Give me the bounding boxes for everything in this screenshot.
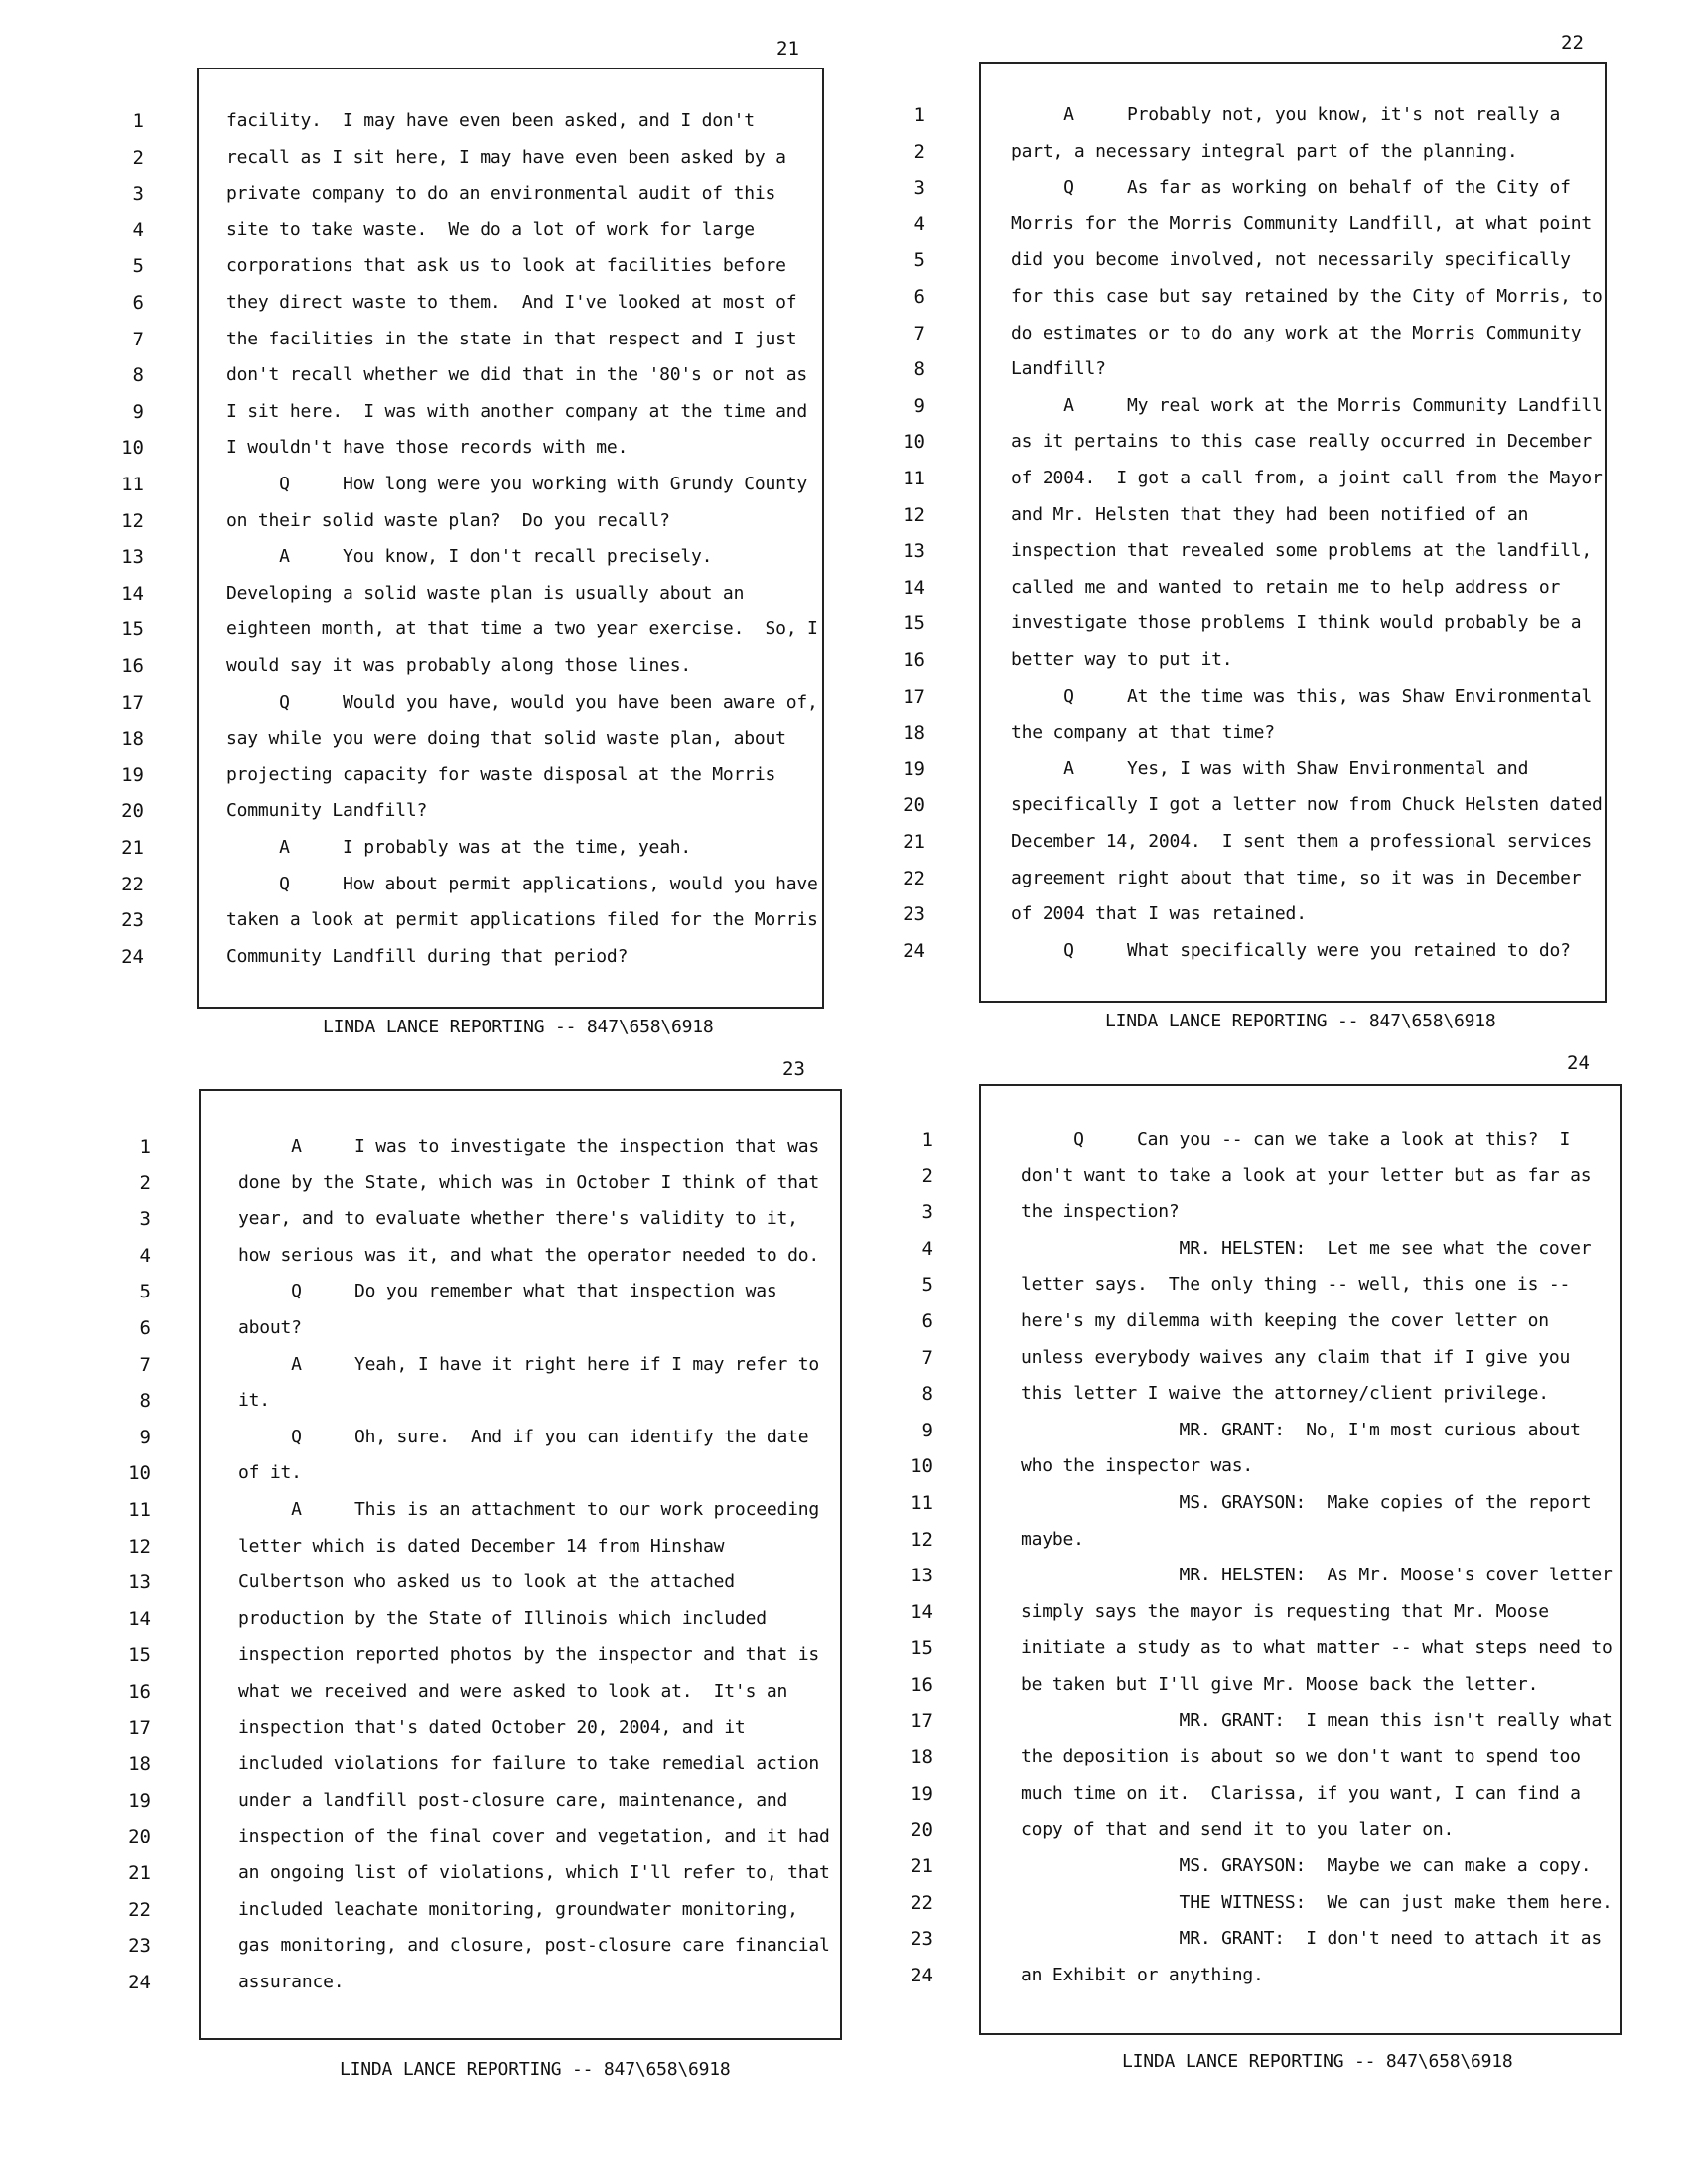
line-number: 18 xyxy=(121,728,144,750)
line-number: 11 xyxy=(121,474,144,495)
transcript-line: letter which is dated December 14 from Hinshaw xyxy=(238,1536,725,1557)
transcript-line: MR. HELSTEN: Let me see what the cover xyxy=(1021,1238,1592,1259)
line-number: 10 xyxy=(121,437,144,459)
transcript-line: be taken but I'll give Mr. Moose back the letter. xyxy=(1021,1674,1539,1695)
transcript-line: of 2004 that I was retained. xyxy=(1011,903,1307,924)
line-number: 24 xyxy=(903,940,925,962)
transcript-line: facility. I may have even been asked, and I don't xyxy=(226,110,755,131)
line-number: 11 xyxy=(911,1492,933,1514)
line-number: 22 xyxy=(128,1899,151,1921)
line-number: 1 xyxy=(913,104,925,126)
line-number: 8 xyxy=(139,1390,151,1412)
line-number: 22 xyxy=(121,874,144,895)
transcript-line: private company to do an environmental audit of this xyxy=(226,183,776,204)
line-number: 15 xyxy=(128,1644,151,1666)
line-number: 23 xyxy=(128,1935,151,1957)
transcript-line: Q How about permit applications, would you have xyxy=(226,874,818,894)
transcript-line: what we received and were asked to look at. It's an xyxy=(238,1681,788,1702)
line-number: 6 xyxy=(132,292,144,314)
transcript-line: letter says. The only thing -- well, this one is -- xyxy=(1021,1274,1571,1295)
line-number: 21 xyxy=(911,1855,933,1877)
line-number: 11 xyxy=(128,1499,151,1521)
line-number: 12 xyxy=(128,1536,151,1558)
transcript-line: A You know, I don't recall precisely. xyxy=(226,546,713,567)
transcript-line: MS. GRAYSON: Make copies of the report xyxy=(1021,1492,1592,1513)
transcript-line: eighteen month, at that time a two year exercise. So, I xyxy=(226,618,818,639)
transcript-line: MR. GRANT: I mean this isn't really what xyxy=(1021,1710,1613,1731)
transcript-line: taken a look at permit applications filed for the Morris xyxy=(226,909,818,930)
transcript-line: Q Would you have, would you have been aware of, xyxy=(226,692,818,713)
transcript-line: for this case but say retained by the City of Morris, to xyxy=(1011,286,1603,307)
line-number: 16 xyxy=(121,655,144,677)
line-number: 12 xyxy=(121,510,144,532)
transcript-line: agreement right about that time, so it was in December xyxy=(1011,868,1582,888)
transcript-line: the deposition is about so we don't want to spend too xyxy=(1021,1746,1581,1767)
page-frame xyxy=(979,62,1607,1003)
line-number: 15 xyxy=(911,1637,933,1659)
line-number: 12 xyxy=(911,1529,933,1551)
line-number: 20 xyxy=(121,800,144,822)
line-number: 14 xyxy=(128,1608,151,1630)
transcript-line: copy of that and send it to you later on. xyxy=(1021,1819,1455,1840)
line-number: 1 xyxy=(132,110,144,132)
transcript-line: gas monitoring, and closure, post-closure care financial xyxy=(238,1935,830,1956)
reporter-footer: LINDA LANCE REPORTING -- 847\658\6918 xyxy=(323,1017,714,1037)
transcript-line: the facilities in the state in that respect and I just xyxy=(226,329,797,349)
line-number: 8 xyxy=(132,364,144,386)
transcript-line: would say it was probably along those lines. xyxy=(226,655,692,676)
line-number: 2 xyxy=(139,1172,151,1194)
line-number: 2 xyxy=(132,147,144,169)
transcript-line: done by the State, which was in October I think of that xyxy=(238,1172,820,1193)
line-number: 8 xyxy=(913,358,925,380)
transcript-line: Q What specifically were you retained to do? xyxy=(1011,940,1571,961)
transcript-line: don't recall whether we did that in the '80's or not as xyxy=(226,364,808,385)
line-number: 21 xyxy=(121,837,144,859)
line-number: 10 xyxy=(903,431,925,453)
line-number: 10 xyxy=(128,1462,151,1484)
transcript-line: Q Oh, sure. And if you can identify the date xyxy=(238,1427,809,1447)
transcript-line: unless everybody waives any claim that if I give you xyxy=(1021,1347,1571,1368)
line-number: 18 xyxy=(903,722,925,744)
line-number: 24 xyxy=(911,1965,933,1986)
line-number: 4 xyxy=(921,1238,933,1260)
transcript-line: how serious was it, and what the operator needed to do. xyxy=(238,1245,820,1266)
transcript-line: MS. GRAYSON: Maybe we can make a copy. xyxy=(1021,1855,1592,1876)
transcript-line: I sit here. I was with another company at the time and xyxy=(226,401,808,422)
line-number: 13 xyxy=(911,1565,933,1586)
transcript-line: inspection that's dated October 20, 2004, and it xyxy=(238,1717,746,1738)
line-number: 5 xyxy=(132,255,144,277)
page-number: 22 xyxy=(1561,32,1584,54)
reporter-footer: LINDA LANCE REPORTING -- 847\658\6918 xyxy=(1105,1011,1496,1031)
line-number: 9 xyxy=(913,395,925,417)
transcript-line: initiate a study as to what matter -- what steps need to xyxy=(1021,1637,1613,1658)
transcript-line: A This is an attachment to our work proceeding xyxy=(238,1499,820,1520)
transcript-line: an Exhibit or anything. xyxy=(1021,1965,1264,1985)
line-number: 5 xyxy=(913,249,925,271)
transcript-line: Landfill? xyxy=(1011,358,1106,379)
transcript-line: Q Can you -- can we take a look at this? I xyxy=(1021,1129,1571,1150)
transcript-line: production by the State of Illinois which included xyxy=(238,1608,767,1629)
transcript-line: this letter I waive the attorney/client privilege. xyxy=(1021,1383,1549,1404)
line-number: 21 xyxy=(128,1862,151,1884)
transcript-line: and Mr. Helsten that they had been notified of an xyxy=(1011,504,1529,525)
transcript-line: maybe. xyxy=(1021,1529,1084,1550)
line-number: 14 xyxy=(911,1601,933,1623)
transcript-line: here's my dilemma with keeping the cover letter on xyxy=(1021,1310,1549,1331)
transcript-line: on their solid waste plan? Do you recall? xyxy=(226,510,670,531)
transcript-line: part, a necessary integral part of the planning. xyxy=(1011,141,1518,162)
line-number: 23 xyxy=(903,903,925,925)
line-number: 2 xyxy=(921,1165,933,1187)
line-number: 20 xyxy=(903,794,925,816)
transcript-line: MR. GRANT: I don't need to attach it as xyxy=(1021,1928,1603,1949)
transcript-line: specifically I got a letter now from Chuck Helsten dated xyxy=(1011,794,1603,815)
line-number: 7 xyxy=(913,323,925,344)
transcript-line: it. xyxy=(238,1390,270,1411)
line-number: 20 xyxy=(128,1826,151,1847)
line-number: 18 xyxy=(128,1753,151,1775)
transcript-line: as it pertains to this case really occurred in December xyxy=(1011,431,1593,452)
line-number: 3 xyxy=(139,1208,151,1230)
line-number: 3 xyxy=(913,177,925,199)
transcript-line: Morris for the Morris Community Landfill, at what point xyxy=(1011,213,1593,234)
transcript-line: A I probably was at the time, yeah. xyxy=(226,837,692,858)
transcript-line: A My real work at the Morris Community Landfill xyxy=(1011,395,1603,416)
transcript-line: called me and wanted to retain me to help address or xyxy=(1011,577,1561,598)
line-number: 6 xyxy=(139,1317,151,1339)
transcript-line: A Probably not, you know, it's not really a xyxy=(1011,104,1561,125)
transcript-line: the company at that time? xyxy=(1011,722,1275,743)
transcript-line: inspection reported photos by the inspector and that is xyxy=(238,1644,820,1665)
transcript-line: say while you were doing that solid waste plan, about xyxy=(226,728,786,749)
line-number: 15 xyxy=(121,618,144,640)
transcript-line: Developing a solid waste plan is usually about an xyxy=(226,583,745,604)
line-number: 3 xyxy=(921,1201,933,1223)
line-number: 7 xyxy=(139,1354,151,1376)
line-number: 22 xyxy=(903,868,925,889)
transcript-line: Q At the time was this, was Shaw Environmental xyxy=(1011,686,1593,707)
transcript-line: MR. HELSTEN: As Mr. Moose's cover letter xyxy=(1021,1565,1613,1585)
transcript-line: an ongoing list of violations, which I'll refer to, that xyxy=(238,1862,830,1883)
line-number: 9 xyxy=(921,1420,933,1441)
line-number: 19 xyxy=(903,758,925,780)
page-number: 24 xyxy=(1567,1052,1590,1074)
line-number: 14 xyxy=(903,577,925,599)
transcript-line: Community Landfill? xyxy=(226,800,428,821)
transcript-line: inspection of the final cover and vegetation, and it had xyxy=(238,1826,830,1846)
line-number: 5 xyxy=(139,1281,151,1302)
line-number: 16 xyxy=(911,1674,933,1696)
line-number: 24 xyxy=(128,1972,151,1993)
line-number: 9 xyxy=(139,1427,151,1448)
line-number: 22 xyxy=(911,1892,933,1914)
line-number: 4 xyxy=(132,219,144,241)
line-number: 17 xyxy=(128,1717,151,1739)
line-number: 14 xyxy=(121,583,144,605)
reporter-footer: LINDA LANCE REPORTING -- 847\658\6918 xyxy=(340,2059,731,2080)
transcript-line: investigate those problems I think would probably be a xyxy=(1011,613,1582,633)
line-number: 19 xyxy=(128,1790,151,1812)
transcript-line: included violations for failure to take remedial action xyxy=(238,1753,820,1774)
transcript-line: assurance. xyxy=(238,1972,345,1992)
line-number: 19 xyxy=(911,1783,933,1805)
transcript-line: better way to put it. xyxy=(1011,649,1233,670)
line-number: 11 xyxy=(903,468,925,489)
line-number: 10 xyxy=(911,1455,933,1477)
transcript-line: who the inspector was. xyxy=(1021,1455,1254,1476)
line-number: 23 xyxy=(121,909,144,931)
transcript-line: projecting capacity for waste disposal at the Morris xyxy=(226,764,776,785)
transcript-line: Q How long were you working with Grundy County xyxy=(226,474,808,494)
line-number: 16 xyxy=(128,1681,151,1703)
line-number: 4 xyxy=(139,1245,151,1267)
line-number: 24 xyxy=(121,946,144,968)
line-number: 3 xyxy=(132,183,144,205)
line-number: 21 xyxy=(903,831,925,853)
line-number: 23 xyxy=(911,1928,933,1950)
line-number: 2 xyxy=(913,141,925,163)
line-number: 18 xyxy=(911,1746,933,1768)
line-number: 13 xyxy=(128,1571,151,1593)
transcript-line: A Yes, I was with Shaw Environmental and xyxy=(1011,758,1529,779)
line-number: 16 xyxy=(903,649,925,671)
transcript-line: MR. GRANT: No, I'm most curious about xyxy=(1021,1420,1581,1440)
line-number: 6 xyxy=(921,1310,933,1332)
transcript-line: I wouldn't have those records with me. xyxy=(226,437,629,458)
line-number: 19 xyxy=(121,764,144,786)
transcript-line: simply says the mayor is requesting that Mr. Moose xyxy=(1021,1601,1549,1622)
page-number: 21 xyxy=(776,38,799,60)
line-number: 17 xyxy=(121,692,144,714)
transcript-line: site to take waste. We do a lot of work for large xyxy=(226,219,755,240)
line-number: 7 xyxy=(921,1347,933,1369)
line-number: 8 xyxy=(921,1383,933,1405)
transcript-line: Q As far as working on behalf of the City of xyxy=(1011,177,1571,198)
line-number: 5 xyxy=(921,1274,933,1296)
transcript-line: corporations that ask us to look at facilities before xyxy=(226,255,786,276)
transcript-line: much time on it. Clarissa, if you want, I can find a xyxy=(1021,1783,1581,1804)
transcript-line: included leachate monitoring, groundwater monitoring, xyxy=(238,1899,798,1920)
line-number: 1 xyxy=(921,1129,933,1151)
reporter-footer: LINDA LANCE REPORTING -- 847\658\6918 xyxy=(1122,2051,1513,2072)
line-number: 17 xyxy=(903,686,925,708)
transcript-line: do estimates or to do any work at the Morris Community xyxy=(1011,323,1582,343)
transcript-line: A Yeah, I have it right here if I may refer to xyxy=(238,1354,820,1375)
line-number: 13 xyxy=(903,540,925,562)
transcript-line: of it. xyxy=(238,1462,302,1483)
line-number: 13 xyxy=(121,546,144,568)
line-number: 15 xyxy=(903,613,925,634)
line-number: 12 xyxy=(903,504,925,526)
transcript-line: they direct waste to them. And I've looked at most of xyxy=(226,292,797,313)
transcript-line: THE WITNESS: We can just make them here. xyxy=(1021,1892,1613,1913)
transcript-line: inspection that revealed some problems at the landfill, xyxy=(1011,540,1593,561)
transcript-line: did you become involved, not necessarily specifically xyxy=(1011,249,1571,270)
transcript-line: of 2004. I got a call from, a joint call from the Mayor xyxy=(1011,468,1603,488)
line-number: 9 xyxy=(132,401,144,423)
line-number: 20 xyxy=(911,1819,933,1841)
page-frame xyxy=(199,1089,842,2040)
line-number: 17 xyxy=(911,1710,933,1732)
line-number: 4 xyxy=(913,213,925,235)
transcript-line: Q Do you remember what that inspection was xyxy=(238,1281,777,1301)
page-number: 23 xyxy=(782,1058,805,1080)
page-frame xyxy=(197,68,824,1009)
transcript-line: recall as I sit here, I may have even been asked by a xyxy=(226,147,786,168)
transcript-line: year, and to evaluate whether there's validity to it, xyxy=(238,1208,798,1229)
transcript-line: don't want to take a look at your letter but as far as xyxy=(1021,1165,1592,1186)
line-number: 6 xyxy=(913,286,925,308)
line-number: 7 xyxy=(132,329,144,350)
transcript-line: Community Landfill during that period? xyxy=(226,946,629,967)
transcript-line: A I was to investigate the inspection that was xyxy=(238,1136,820,1157)
transcript-line: under a landfill post-closure care, maintenance, and xyxy=(238,1790,788,1811)
transcript-line: about? xyxy=(238,1317,302,1338)
line-number: 1 xyxy=(139,1136,151,1158)
transcript-line: the inspection? xyxy=(1021,1201,1180,1222)
transcript-line: Culbertson who asked us to look at the attached xyxy=(238,1571,735,1592)
transcript-line: December 14, 2004. I sent them a professional services xyxy=(1011,831,1593,852)
